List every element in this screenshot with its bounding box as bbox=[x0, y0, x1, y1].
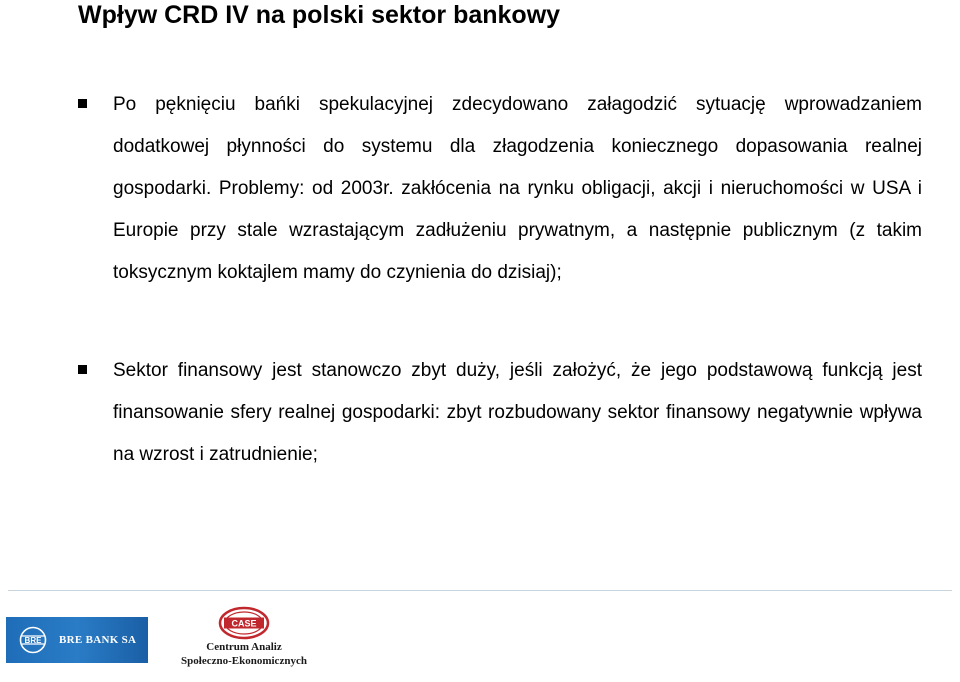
bre-emblem-icon bbox=[19, 626, 47, 654]
case-name-line1: Centrum Analiz bbox=[206, 641, 282, 653]
case-emblem-icon bbox=[218, 606, 270, 640]
bullet-text: Sektor finansowy jest stanowczo zbyt duży, jeśli założyć, że jego podstawową funkcją jest finansowanie sfery realnej gospodarki: zbyt rozbudowany sektor finansowy negatywnie wpływa na wzrost i zatrudnienie; bbox=[113, 360, 922, 465]
slide-title: Wpływ CRD IV na polski sektor bankowy bbox=[78, 1, 561, 29]
case-emblem-text: CASE bbox=[231, 618, 257, 629]
bullet-item bbox=[78, 84, 922, 294]
bullet-text: Po pęknięciu bańki spekulacyjnej zdecydowano załagodzić sytuację wprowadzaniem dodatkowej płynności do systemu dla złagodzenia koniecznego dopasowania realnej gospodarki. Problemy: od 2003r. zakłócenia na rynku obligacji, akcji i nieruchomości w USA i Europie przy stale wzrastającym zadłużeniu prywatnym, a następnie publicznym (z takim toksycznym koktajlem mamy do czynienia do dzisiaj); bbox=[113, 94, 922, 283]
case-name-line2: Społeczno-Ekonomicznych bbox=[181, 655, 307, 667]
footer-divider bbox=[8, 590, 952, 591]
bre-emblem-text: BRE bbox=[24, 635, 42, 645]
bre-logo-text: BRE BANK SA bbox=[59, 634, 137, 646]
bullet-item bbox=[78, 350, 922, 476]
case-name bbox=[178, 640, 310, 668]
square-bullet-icon bbox=[78, 365, 87, 374]
case-logo bbox=[178, 606, 310, 678]
square-bullet-icon bbox=[78, 99, 87, 108]
bullet-list bbox=[78, 84, 922, 476]
bre-bank-logo bbox=[6, 617, 148, 663]
